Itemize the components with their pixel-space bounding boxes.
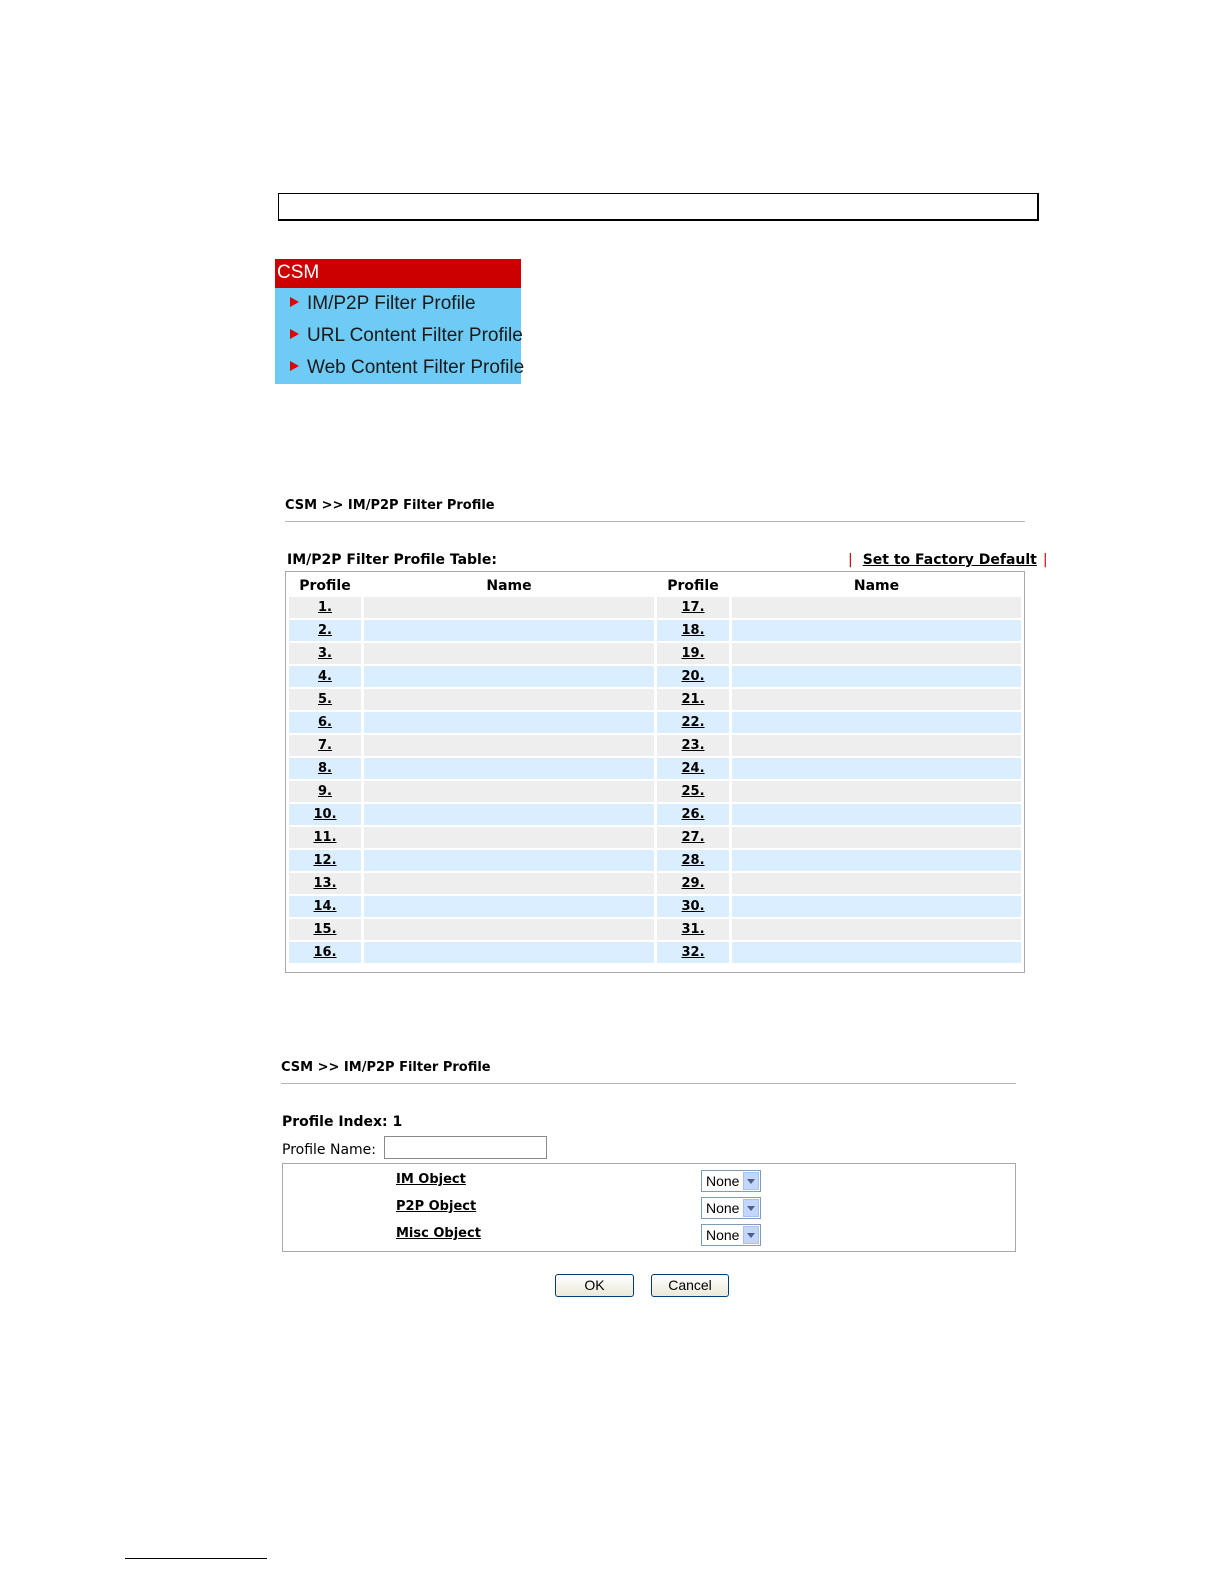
profile-link[interactable]: 1. [318,600,332,615]
profile-name-cell [732,942,1021,963]
im-object-link[interactable]: IM Object [396,1172,466,1187]
profile-name-cell [732,666,1021,687]
profile-number-cell [657,873,729,894]
profile-link[interactable]: 11. [313,830,337,845]
ok-button[interactable]: OK [555,1274,634,1297]
profile-number-cell [289,712,361,733]
profile-name-cell [364,643,654,664]
profile-number-cell [289,620,361,641]
profile-name-cell [732,643,1021,664]
im-object-select[interactable] [701,1170,761,1192]
profile-number-cell [289,666,361,687]
table-row [289,827,1021,848]
profile-link[interactable]: 22. [681,715,705,730]
set-to-factory-default-link[interactable]: Set to Factory Default [862,552,1037,568]
profile-name-cell [364,896,654,917]
profile-number-cell [289,896,361,917]
profile-name-cell [732,873,1021,894]
profile-number-cell [289,597,361,618]
profile-link[interactable]: 7. [318,738,332,753]
red-arrow-icon [290,297,299,307]
profile-name-cell [364,827,654,848]
profile-number-cell [657,758,729,779]
profile-link[interactable]: 14. [313,899,337,914]
select-value: None [706,1173,740,1189]
table-row [289,597,1021,618]
top-empty-box [278,193,1039,221]
profile-name-cell [364,620,654,641]
menu-item-url-content-filter-profile[interactable] [275,320,521,352]
menu-item-web-content-filter-profile[interactable] [275,352,525,384]
menu-item-label: Web Content Filter Profile [307,357,525,378]
table-row [289,804,1021,825]
column-header-profile: Profile [667,577,719,594]
footnote-divider [125,1558,267,1559]
menu-item-label: IM/P2P Filter Profile [307,293,476,314]
profile-number-cell [657,666,729,687]
profile-link[interactable]: 32. [681,945,705,960]
table-row [289,758,1021,779]
profile-number-cell [289,919,361,940]
misc-object-link[interactable]: Misc Object [396,1226,481,1241]
profile-number-cell [657,827,729,848]
profile-name-cell [732,896,1021,917]
table-row [289,735,1021,756]
misc-object-select[interactable] [701,1224,761,1246]
profile-number-cell [289,804,361,825]
table-row [289,850,1021,871]
profile-name-cell [732,850,1021,871]
red-arrow-icon [290,361,299,371]
profile-name-cell [732,597,1021,618]
profile-link[interactable]: 19. [681,646,705,661]
profile-number-cell [289,643,361,664]
chevron-down-icon[interactable] [743,1199,759,1217]
profile-name-cell [732,735,1021,756]
profile-link[interactable]: 16. [313,945,337,960]
separator: | [848,552,853,568]
profile-index-label: Profile Index: 1 [282,1114,403,1130]
profile-name-cell [364,689,654,710]
profile-link[interactable]: 18. [681,623,705,638]
chevron-down-icon[interactable] [743,1172,759,1190]
profile-link[interactable]: 26. [681,807,705,822]
column-header-profile: Profile [299,577,351,594]
profile-number-cell [657,689,729,710]
cancel-button[interactable]: Cancel [651,1274,729,1297]
table-row [289,919,1021,940]
object-settings-box [282,1163,1016,1252]
profile-name-cell [364,666,654,687]
profile-number-cell [657,643,729,664]
profile-link[interactable]: 20. [681,669,705,684]
profile-name-cell [364,942,654,963]
profile-link[interactable]: 17. [681,600,705,615]
profile-name-cell [732,919,1021,940]
profile-table [285,571,1025,973]
table-row [289,896,1021,917]
profile-name-label: Profile Name: [282,1142,377,1158]
profile-name-cell [364,781,654,802]
profile-number-cell [657,896,729,917]
profile-number-cell [289,781,361,802]
select-value: None [706,1227,740,1243]
profile-name-cell [364,873,654,894]
separator: | [1042,552,1048,568]
profile-link[interactable]: 28. [681,853,705,868]
profile-name-input[interactable] [384,1136,547,1159]
profile-link[interactable]: 6. [318,715,332,730]
profile-link[interactable]: 5. [318,692,332,707]
profile-number-cell [657,942,729,963]
breadcrumb: CSM >> IM/P2P Filter Profile [281,1060,491,1075]
profile-name-cell [732,804,1021,825]
table-row [289,689,1021,710]
profile-link[interactable]: 4. [318,669,332,684]
profile-number-cell [657,712,729,733]
profile-number-cell [289,689,361,710]
profile-link[interactable]: 12. [313,853,337,868]
profile-number-cell [657,850,729,871]
divider [281,1083,1016,1084]
profile-link[interactable]: 10. [313,807,337,822]
profile-link[interactable]: 21. [681,692,705,707]
profile-link[interactable]: 24. [681,761,705,776]
table-row [289,666,1021,687]
profile-number-cell [657,620,729,641]
breadcrumb: CSM >> IM/P2P Filter Profile [285,498,495,513]
table-title: IM/P2P Filter Profile Table: [287,552,497,568]
profile-number-cell [657,919,729,940]
p2p-object-link[interactable]: P2P Object [396,1199,477,1214]
csm-menu-header: CSM [275,259,521,288]
profile-number-cell [289,827,361,848]
profile-name-cell [364,804,654,825]
table-row [289,942,1021,963]
profile-name-cell [732,620,1021,641]
profile-number-cell [657,804,729,825]
profile-link[interactable]: 31. [681,922,705,937]
profile-name-cell [364,919,654,940]
chevron-down-icon[interactable] [743,1226,759,1244]
profile-number-cell [657,597,729,618]
menu-item-im-p2p-filter-profile[interactable] [275,288,521,320]
profile-name-cell [364,758,654,779]
table-row [289,873,1021,894]
menu-item-label: URL Content Filter Profile [307,325,523,346]
profile-link[interactable]: 15. [313,922,337,937]
table-row [289,643,1021,664]
table-row [289,712,1021,733]
p2p-object-select[interactable] [701,1197,761,1219]
profile-link[interactable]: 3. [318,646,332,661]
profile-number-cell [289,758,361,779]
profile-link[interactable]: 25. [681,784,705,799]
factory-default-link-group [848,552,1048,568]
table-row [289,620,1021,641]
profile-name-cell [732,712,1021,733]
profile-name-cell [732,827,1021,848]
profile-number-cell [289,873,361,894]
column-header-name: Name [853,577,900,594]
profile-link[interactable]: 8. [318,761,332,776]
profile-number-cell [289,735,361,756]
divider [285,521,1025,522]
profile-name-cell [364,712,654,733]
profile-name-cell [364,735,654,756]
profile-link[interactable]: 27. [681,830,705,845]
profile-name-cell [732,689,1021,710]
column-header-name: Name [486,577,532,594]
profile-number-cell [657,735,729,756]
profile-link[interactable]: 13. [313,876,337,891]
profile-number-cell [657,781,729,802]
profile-number-cell [289,942,361,963]
profile-name-cell [364,850,654,871]
table-row [289,781,1021,802]
profile-link[interactable]: 29. [681,876,705,891]
profile-link[interactable]: 30. [681,899,705,914]
profile-link[interactable]: 2. [318,623,332,638]
select-value: None [706,1200,740,1216]
profile-number-cell [289,850,361,871]
profile-name-cell [732,781,1021,802]
profile-link[interactable]: 9. [318,784,332,799]
red-arrow-icon [290,329,299,339]
profile-name-cell [364,597,654,618]
csm-menu [275,259,525,384]
profile-name-cell [732,758,1021,779]
profile-link[interactable]: 23. [681,738,705,753]
